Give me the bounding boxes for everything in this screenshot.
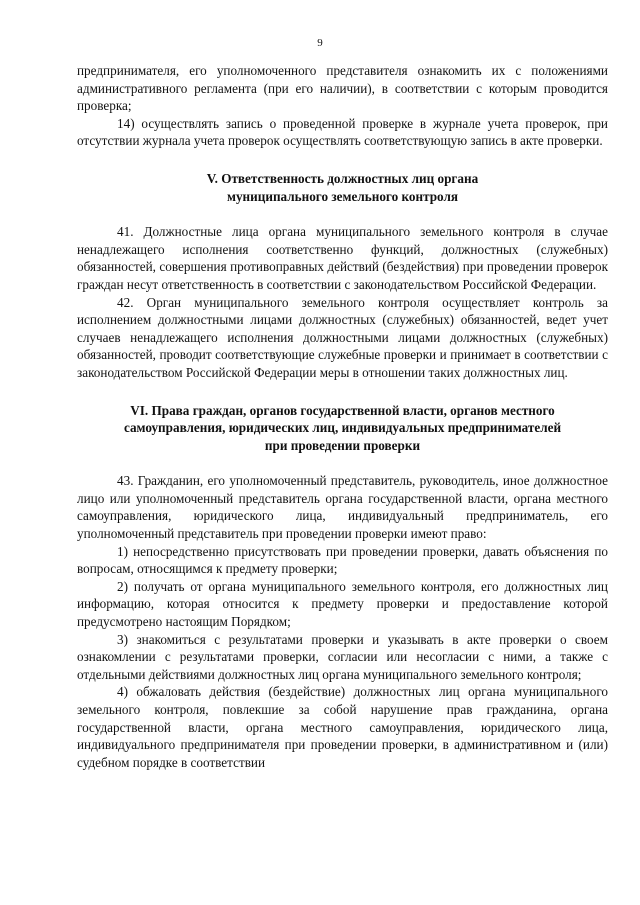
section-heading-6-line-2: самоуправления, юридических лиц, индивидуальных предпринимателей (123, 420, 562, 436)
paragraph-43-item-3: 3) знакомиться с результатами проверки и указывать в акте проверки о своем ознакомлении с результатами проверки, согласии или несогласии с ними, а также с отдельными действиями должностных лиц органа муниципального земельного контроля; (77, 631, 608, 682)
section-heading-6-line-3: при проведении проверки (264, 437, 421, 453)
document-body (77, 62, 608, 771)
paragraph-43-item-2: 2) получать от органа муниципального земельного контроля, его должностных лиц информацию, которая относится к предмету проверки и предоставление которой предусмотрено настоящим Порядком; (77, 578, 608, 630)
paragraph-43-item-1: 1) непосредственно присутствовать при проведении проверки, давать объяснения по вопросам, относящимся к предмету проверки; (77, 543, 608, 577)
section-heading-5-line-2: муниципального земельного контроля (226, 188, 459, 204)
section-heading-6-line-1: VI. Права граждан, органов государственной власти, органов местного (130, 402, 555, 418)
paragraph-item-14: 14) осуществлять запись о проведенной проверке в журнале учета проверок, при отсутствии журнала учета проверок осуществлять соответствующую запись в акте проверки. (77, 115, 608, 149)
paragraph-42: 42. Орган муниципального земельного контроля осуществляет контроль за исполнением должностными лицами должностных (служебных) обязанностей, ведет учет случаев ненадлежащего исполнения должностными лицами должностных (служебных) обязанностей, проводит соответствующие служебные проверки и принимает в соответствии с законодательством Российской Федерации меры в отношении таких должностных лиц. (77, 294, 608, 380)
paragraph-43-item-4: 4) обжаловать действия (бездействие) должностных лиц органа муниципального земельного контроля, повлекшие за собой нарушение прав гражданина, органа государственной власти, органа местного самоуправления, юридического лица, индивидуального предпринимателя при проведении проверки, в административном и (или) судебном порядке в соответствии (77, 684, 608, 770)
paragraph-continuation: предпринимателя, его уполномоченного представителя ознакомить их с положениями административного регламента (при его наличии), в соответствии с которым проводится проверка; (77, 63, 608, 114)
page-number: 9 (317, 37, 323, 49)
section-heading-5 (77, 170, 608, 205)
section-heading-6 (77, 402, 608, 455)
paragraph-41: 41. Должностные лица органа муниципального земельного контроля в случае ненадлежащего исполнения соответственно функций, должностных (служебных) обязанностей, совершения противоправных действий (бездействия) при проведении проверок граждан несут ответственность в соответствии с законодательством Российской Федерации. (77, 224, 608, 292)
section-heading-5-line-1: V. Ответственность должностных лиц органа (206, 170, 479, 186)
paragraph-43: 43. Гражданин, его уполномоченный представитель, руководитель, иное должностное лицо или уполномоченный представитель органа государственной власти, органа местного самоуправления, юридического лица, индивидуальный предприниматель, его уполномоченный представитель при проведении проверки имеют право: (77, 473, 608, 542)
